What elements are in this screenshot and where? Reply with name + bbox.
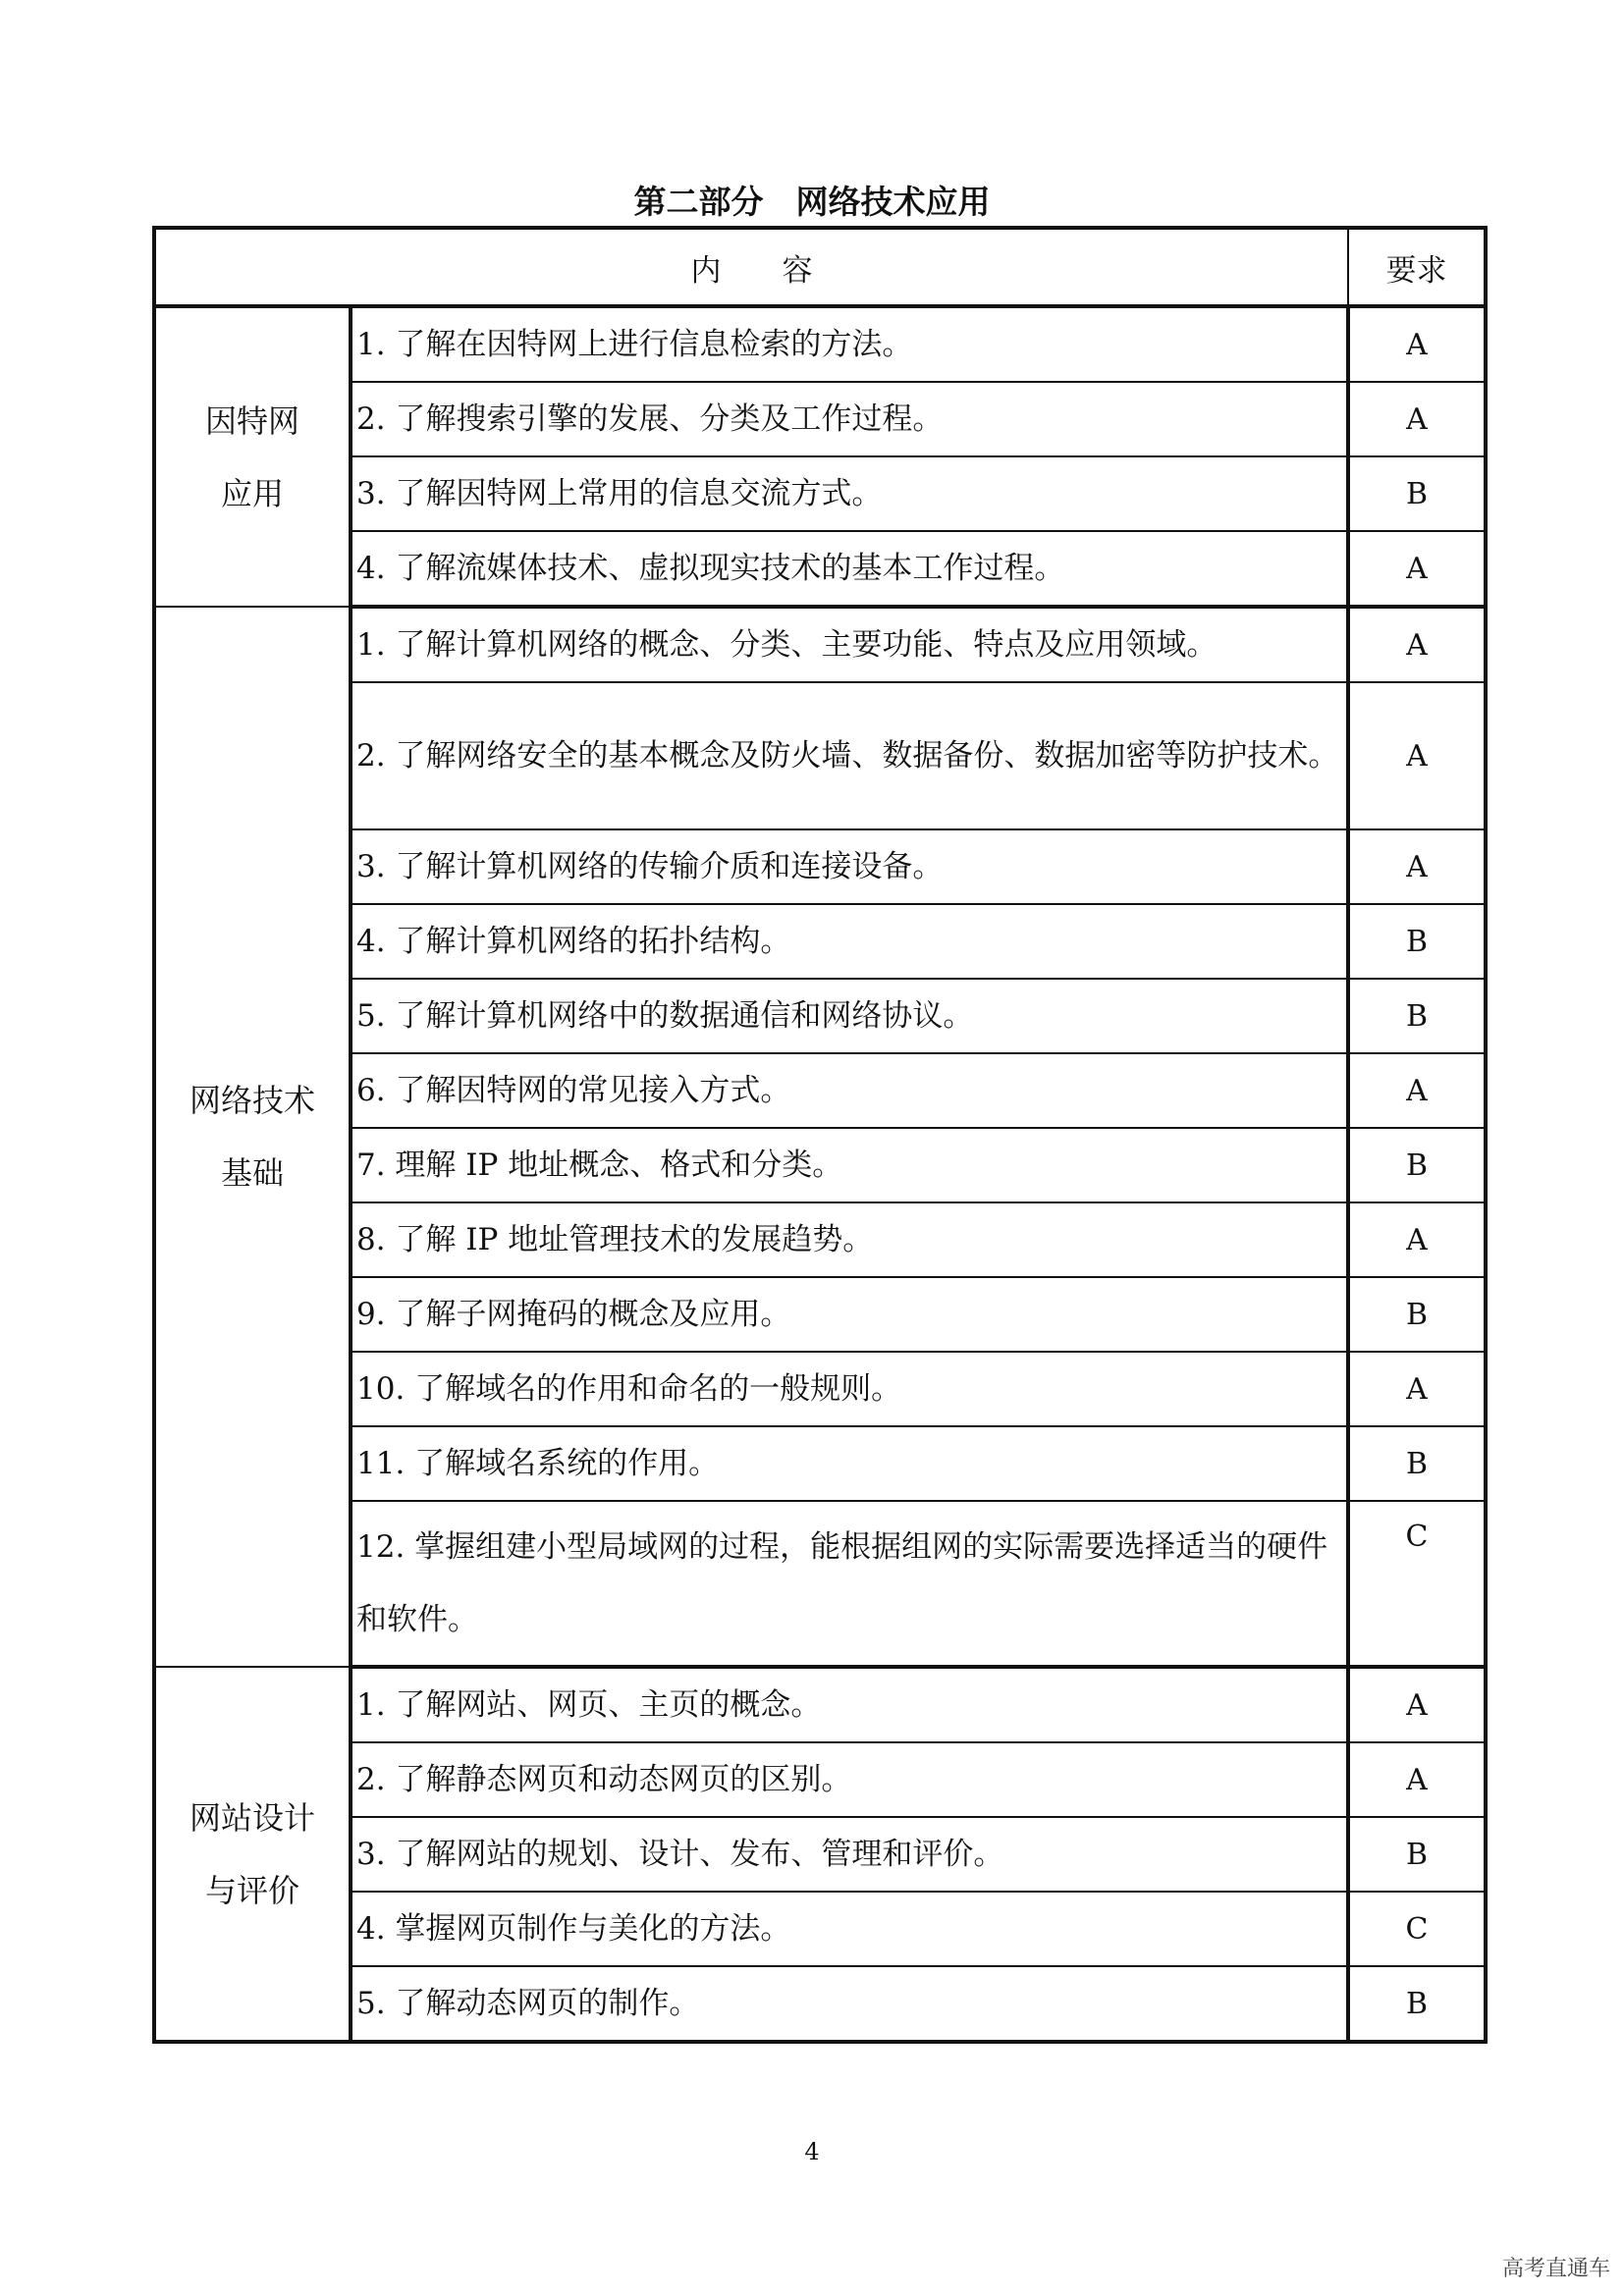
table-row — [154, 1426, 1486, 1501]
requirement-level: A — [1348, 607, 1486, 682]
requirement-level: A — [1348, 829, 1486, 904]
table-row — [154, 1128, 1486, 1202]
requirement-level: B — [1348, 1966, 1486, 2042]
table-row — [154, 1966, 1486, 2042]
table-row — [154, 1277, 1486, 1352]
item-text: 3. 了解网站的规划、设计、发布、管理和评价。 — [351, 1817, 1348, 1892]
table-row — [154, 1892, 1486, 1966]
table-row — [154, 1053, 1486, 1128]
requirement-level: A — [1348, 306, 1486, 382]
table-row — [154, 1667, 1486, 1742]
requirements-table — [152, 226, 1488, 2044]
item-text: 12. 掌握组建小型局域网的过程，能根据组网的实际需要选择适当的硬件和软件。 — [351, 1501, 1348, 1667]
item-text: 3. 了解计算机网络的传输介质和连接设备。 — [351, 829, 1348, 904]
header-requirement: 要求 — [1348, 228, 1486, 306]
item-text: 2. 了解搜索引擎的发展、分类及工作过程。 — [351, 382, 1348, 456]
item-text: 1. 了解在因特网上进行信息检索的方法。 — [351, 306, 1348, 382]
requirement-level: A — [1348, 1742, 1486, 1817]
table-row — [154, 306, 1486, 382]
requirement-level: B — [1348, 1277, 1486, 1352]
requirement-level: B — [1348, 904, 1486, 979]
category-line: 应用 — [220, 474, 284, 512]
requirement-level: B — [1348, 456, 1486, 531]
table-row — [154, 1202, 1486, 1277]
item-text: 5. 了解动态网页的制作。 — [351, 1966, 1348, 2042]
item-text: 3. 了解因特网上常用的信息交流方式。 — [351, 456, 1348, 531]
table-row — [154, 531, 1486, 607]
category-line: 网络技术 — [189, 1082, 315, 1119]
item-text: 1. 了解网站、网页、主页的概念。 — [351, 1667, 1348, 1742]
item-text: 4. 了解流媒体技术、虚拟现实技术的基本工作过程。 — [351, 531, 1348, 607]
item-text: 11. 了解域名系统的作用。 — [351, 1426, 1348, 1501]
requirement-level: B — [1348, 1128, 1486, 1202]
item-text: 4. 掌握网页制作与美化的方法。 — [351, 1892, 1348, 1966]
requirement-level: A — [1348, 531, 1486, 607]
requirement-level: A — [1348, 382, 1486, 456]
table-row — [154, 1742, 1486, 1817]
item-text: 6. 了解因特网的常见接入方式。 — [351, 1053, 1348, 1128]
table-body — [154, 306, 1486, 2042]
requirement-level: B — [1348, 1426, 1486, 1501]
watermark: 高考直通车 — [1501, 2257, 1610, 2281]
category-cell — [154, 607, 351, 1667]
table-row — [154, 382, 1486, 456]
item-text: 7. 理解 IP 地址概念、格式和分类。 — [351, 1128, 1348, 1202]
header-content: 内 容 — [154, 228, 1348, 306]
category-line: 因特网 — [204, 401, 299, 440]
page-title: 第二部分 网络技术应用 — [633, 183, 991, 221]
requirement-level: A — [1348, 1202, 1486, 1277]
requirement-level: B — [1348, 979, 1486, 1053]
category-cell — [154, 306, 351, 607]
item-text: 8. 了解 IP 地址管理技术的发展趋势。 — [351, 1202, 1348, 1277]
requirement-level: A — [1348, 1053, 1486, 1128]
table-row — [154, 904, 1486, 979]
requirement-level: A — [1348, 1352, 1486, 1426]
item-text: 2. 了解网络安全的基本概念及防火墙、数据备份、数据加密等防护技术。 — [351, 682, 1348, 829]
table-row — [154, 682, 1486, 829]
requirement-level: C — [1348, 1501, 1486, 1667]
table-row — [154, 829, 1486, 904]
requirement-level: A — [1348, 1667, 1486, 1742]
requirement-level: B — [1348, 1817, 1486, 1892]
item-text: 1. 了解计算机网络的概念、分类、主要功能、特点及应用领域。 — [351, 607, 1348, 682]
item-text: 10. 了解域名的作用和命名的一般规则。 — [351, 1352, 1348, 1426]
category-cell — [154, 1667, 351, 2042]
item-text: 5. 了解计算机网络中的数据通信和网络协议。 — [351, 979, 1348, 1053]
item-text: 4. 了解计算机网络的拓扑结构。 — [351, 904, 1348, 979]
table-row — [154, 607, 1486, 682]
table-row — [154, 979, 1486, 1053]
table-row — [154, 1817, 1486, 1892]
item-text: 2. 了解静态网页和动态网页的区别。 — [351, 1742, 1348, 1817]
requirement-level: C — [1348, 1892, 1486, 1966]
table-row — [154, 456, 1486, 531]
requirement-level: A — [1348, 682, 1486, 829]
item-text: 9. 了解子网掩码的概念及应用。 — [351, 1277, 1348, 1352]
page-number: 4 — [804, 2138, 820, 2165]
category-line: 网站设计 — [189, 1798, 315, 1837]
table-row — [154, 1501, 1486, 1667]
table-header-row — [154, 228, 1486, 306]
table-row — [154, 1352, 1486, 1426]
category-line: 与评价 — [204, 1871, 299, 1909]
category-line: 基础 — [220, 1154, 284, 1192]
